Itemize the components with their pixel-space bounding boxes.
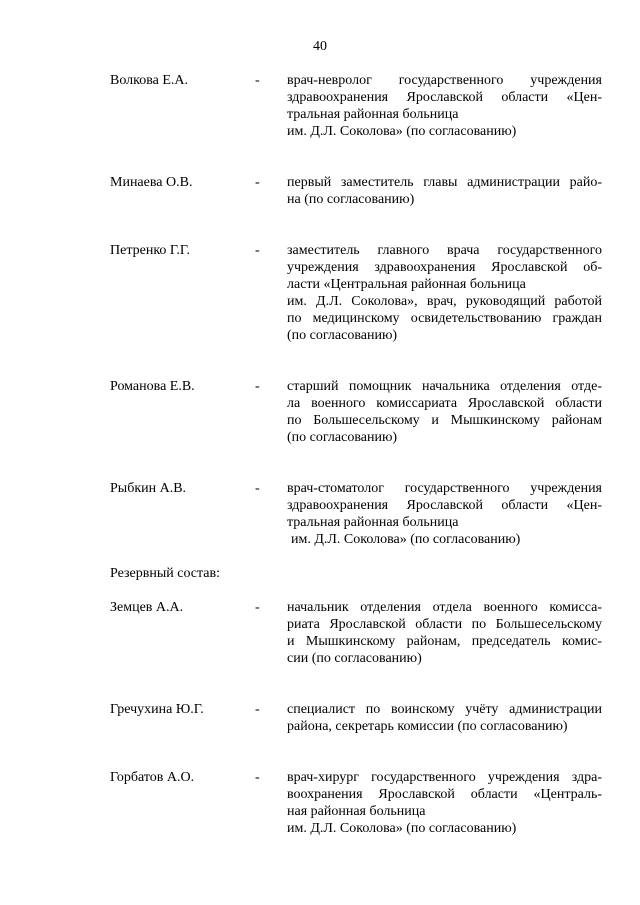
description-line: врач-невролог государственного учреждения (287, 73, 602, 88)
member-description (287, 769, 602, 837)
member-name: Минаева О.В. (110, 175, 193, 190)
page-number: 40 (313, 39, 327, 54)
member-description (287, 72, 602, 140)
member-name: Петренко Г.Г. (110, 243, 190, 258)
member-name: Романова Е.В. (110, 379, 195, 394)
member-name: Волкова Е.А. (110, 73, 189, 88)
dash-separator: - (255, 379, 260, 394)
reserve-member-entry (0, 599, 640, 667)
dash-separator: - (255, 175, 260, 190)
description-line: учреждения здравоохранения Ярославской об- (287, 260, 602, 275)
member-entry (0, 242, 640, 344)
description-line: риата Ярославской области по Большесельскому (287, 617, 602, 632)
description-line: им. Д.Л. Соколова», врач, руководящий работой (287, 294, 602, 309)
description-line: заместитель главного врача государственного (287, 243, 602, 258)
member-description (287, 701, 602, 735)
reserve-member-entry (0, 769, 640, 837)
description-line: здравоохранения Ярославской области «Цен- (287, 498, 602, 513)
dash-separator: - (255, 481, 260, 496)
description-line: начальник отделения отдела военного комисса- (287, 600, 602, 615)
description-line: врач-хирург государственного учреждения здра- (287, 770, 602, 785)
member-entry (0, 480, 640, 548)
description-line: им. Д.Л. Соколова» (по согласованию) (287, 124, 517, 139)
commission-list (0, 72, 640, 837)
dash-separator: - (255, 770, 260, 785)
description-line: специалист по воинскому учёту администрации (287, 702, 602, 717)
reserve-heading: Резервный состав: (110, 566, 221, 581)
dash-separator: - (255, 600, 260, 615)
description-line: и Мышкинскому районам, председатель комис- (287, 634, 602, 649)
member-name: Гречухина Ю.Г. (110, 702, 204, 717)
description-line: (по согласованию) (287, 430, 398, 445)
description-line: района, секретарь комиссии (по согласованию) (287, 719, 568, 734)
member-name: Земцев А.А. (110, 600, 184, 615)
member-entry (0, 72, 640, 140)
description-line: тральная районная больница (287, 515, 459, 530)
member-description (287, 599, 602, 667)
description-line: сии (по согласованию) (287, 651, 422, 666)
reserve-member-entry (0, 701, 640, 735)
member-description (287, 174, 602, 208)
member-entry (0, 174, 640, 208)
description-line: врач-стоматолог государственного учреждения (287, 481, 602, 496)
member-description (287, 480, 602, 548)
description-line: им. Д.Л. Соколова» (по согласованию) (291, 532, 521, 547)
description-line: тральная районная больница (287, 107, 459, 122)
description-line: воохранения Ярославской области «Централь- (287, 787, 602, 802)
dash-separator: - (255, 243, 260, 258)
description-line: ласти «Центральная районная больница (287, 277, 526, 292)
description-line: первый заместитель главы администрации райо- (287, 175, 602, 190)
description-line: ла военного комиссариата Ярославской области (287, 396, 602, 411)
member-name: Рыбкин А.В. (110, 481, 187, 496)
description-line: на (по согласованию) (287, 192, 415, 207)
description-line: по медицинскому освидетельствованию граждан (287, 311, 602, 326)
dash-separator: - (255, 702, 260, 717)
member-name: Горбатов А.О. (110, 770, 195, 785)
description-line: им. Д.Л. Соколова» (по согласованию) (287, 821, 517, 836)
member-entry (0, 378, 640, 446)
member-description (287, 378, 602, 446)
description-line: (по согласованию) (287, 328, 398, 343)
member-description (287, 242, 602, 344)
description-line: по Большесельскому и Мышкинскому районам (287, 413, 602, 428)
description-line: здравоохранения Ярославской области «Цен- (287, 90, 602, 105)
description-line: старший помощник начальника отделения отде- (287, 379, 602, 394)
dash-separator: - (255, 73, 260, 88)
description-line: ная районная больница (287, 804, 426, 819)
